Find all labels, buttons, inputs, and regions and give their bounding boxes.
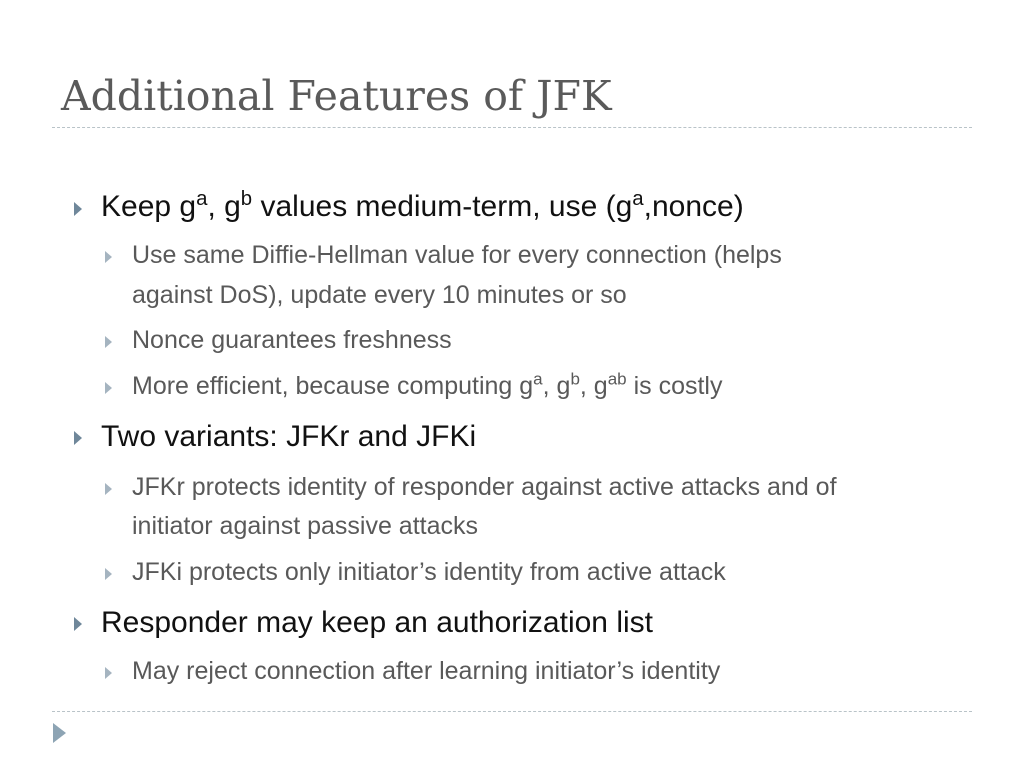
sub-bullet-nonce-freshness: Nonce guarantees freshness [132, 326, 452, 354]
sub-bullet-arrow-icon [105, 336, 112, 348]
bullet-two-variants: Two variants: JFKr and JFKi [101, 420, 477, 453]
sub-bullet-arrow-icon [105, 667, 112, 679]
sub-bullet-same-dh-value-cont: against DoS), update every 10 minutes or so [132, 281, 627, 309]
sub-bullet-arrow-icon [105, 568, 112, 580]
bullet-arrow-icon [74, 202, 82, 216]
footer-divider [52, 711, 972, 712]
sub-bullet-jfki: JFKi protects only initiator’s identity from active attack [132, 558, 726, 586]
bullet-ga-gb-medium-term: Keep $g^a$, $g^b$ values medium-term, use $(g^a,nonce)$ [101, 187, 744, 223]
sub-bullet-arrow-icon [105, 251, 112, 263]
bullet-authorization-list: Responder may keep an authorization list [101, 606, 653, 639]
sub-bullet-jfkr: JFKr protects identity of responder against active attacks and of [132, 473, 837, 501]
sub-bullet-arrow-icon [105, 483, 112, 495]
next-slide-arrow-icon[interactable] [53, 723, 66, 743]
bullet-arrow-icon [74, 617, 82, 631]
title-divider [52, 127, 972, 128]
sub-bullet-jfkr-cont: initiator against passive attacks [132, 512, 479, 540]
bullet-arrow-icon [74, 431, 82, 445]
sub-bullet-arrow-icon [105, 382, 112, 394]
sub-bullet-same-dh-value: Use same Diffie-Hellman value for every connection (helps [132, 241, 782, 269]
sub-bullet-reject-connection: May reject connection after learning initiator’s identity [132, 657, 721, 685]
slide-title: Additional Features of JFK [61, 72, 612, 120]
sub-bullet-more-efficient: More efficient, because computing $g^a$, $g^b$, $g^{ab}$ is costly [132, 369, 723, 400]
